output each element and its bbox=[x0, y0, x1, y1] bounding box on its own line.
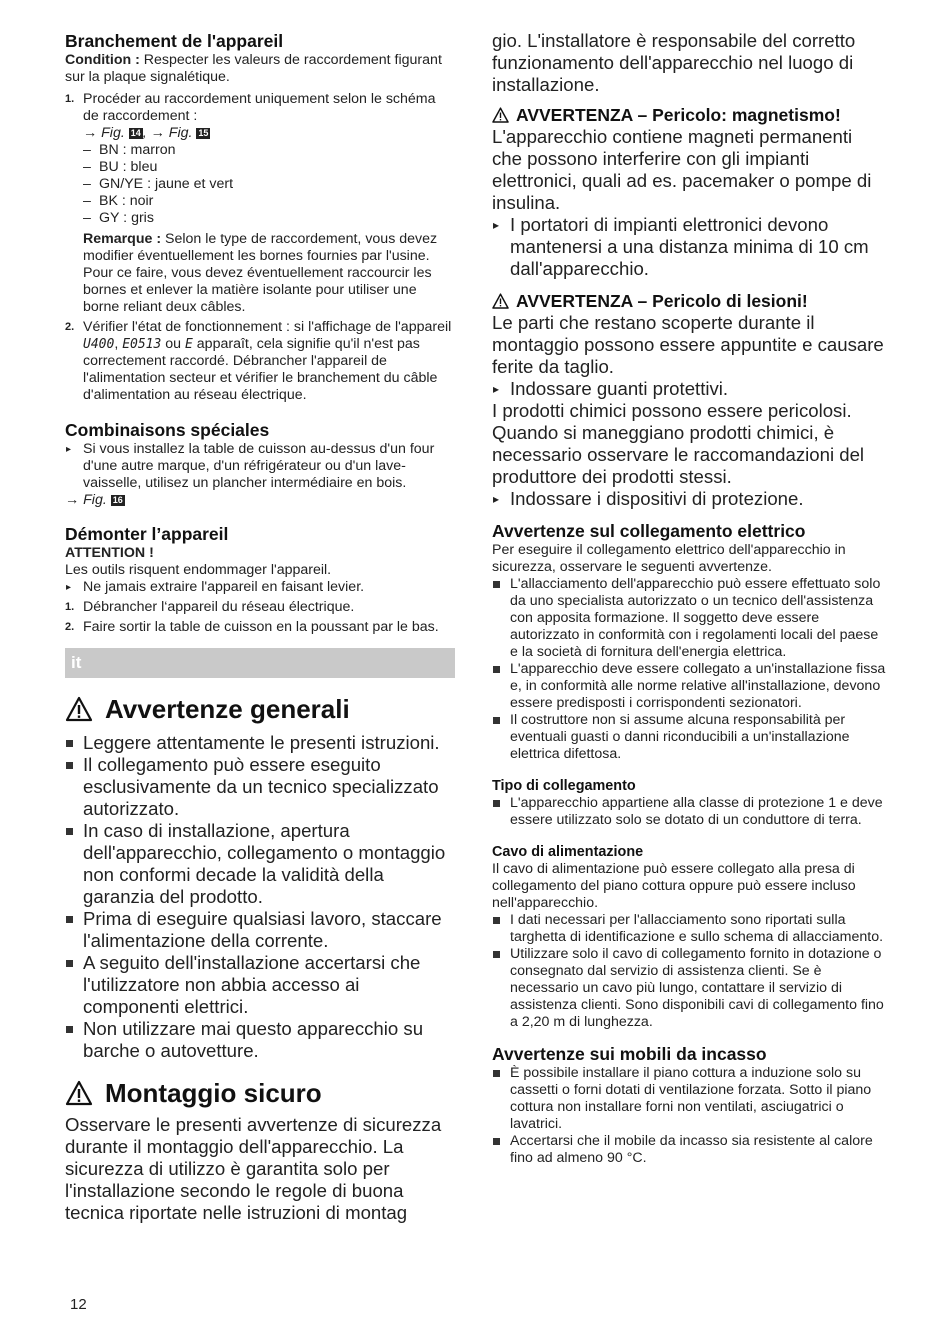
triangle-bullet-icon: ▸ bbox=[66, 444, 72, 455]
branchement-body bbox=[65, 52, 455, 404]
list-item: ▸ Indossare guanti protettivi. bbox=[493, 378, 729, 399]
list-item: L'allacciamento dell'apparecchio può essere effettuato solo da uno specialista autorizzato o un tecnico dell'assistenza con apposita formazione. Il soggetto deve essere autorizzato in conformità con i regolamenti locali del paese e la società di fornitura dell'energia elettrica. bbox=[492, 576, 887, 661]
figure-reference: → Fig. 16 bbox=[65, 492, 123, 508]
page-number: 12 bbox=[70, 1296, 87, 1313]
warning-icon bbox=[492, 107, 509, 123]
section-title-mobili: Avvertenze sui mobili da incasso bbox=[492, 1044, 767, 1064]
warning-icon bbox=[492, 293, 509, 309]
remarque-paragraph: Remarque : Selon le type de raccordement, vous devez modifier éventuellement les bornes fournies par l'usine. Pour ce faire, vous devez éventuellement raccourcir les bornes et enlever la matière isolante pour utiliser une borne reliant deux câbles. bbox=[83, 231, 438, 315]
wire-color-item: – BN : marron bbox=[83, 142, 455, 159]
triangle-bullet-icon: ▸ bbox=[493, 218, 500, 232]
list-item: Utilizzare solo il cavo di collegamento fornito in dotazione o consegnato dal servizio di assistenza clienti. Se è necessario un cavo più lungo, contattare il servizio di assistenza clienti. Sono disponibili cavi di collegamento fino a 2,20 m di lunghezza. bbox=[492, 946, 887, 1031]
square-bullet-icon bbox=[66, 762, 73, 769]
section-title-demonter: Démonter l’appareil bbox=[65, 524, 229, 544]
list-item: Accertarsi che il mobile da incasso sia resistente al calore fino ad almeno 90 °C. bbox=[492, 1133, 887, 1167]
list-item: Il costruttore non si assume alcuna responsabilità per eventuali guasti o danni riconducibili a un'installazione elettrica difettosa. bbox=[492, 712, 887, 763]
square-bullet-icon bbox=[493, 717, 500, 724]
square-bullet-icon bbox=[66, 740, 73, 747]
list-item: In caso di installazione, apertura dell'apparecchio, collegamento o montaggio non conformi decade la validità della garanzia del prodotto. bbox=[65, 820, 455, 908]
step-1: 1. Débrancher l‘appareil du réseau électrique. bbox=[65, 599, 355, 615]
warning-magnetismo-title: AVVERTENZA – Pericolo: magnetismo! bbox=[492, 104, 887, 126]
step-1: 1. Procéder au raccordement uniquement selon le schéma de raccordement : → Fig. 14 , → Fig. 15 – BN : marron – BU : bleu – GN/YE : jaune et vert – BK : noir – GY : gris Remarque : Selon le type de raccordement, vous devez modifier éventuellement les bornes fournies par l'usine. Pour ce faire, vous devez éventuellement raccourcir les bornes et enlever la matière isolante pour utiliser une borne reliant deux câbles. bbox=[65, 91, 455, 316]
heading-montaggio-sicuro: Montaggio sicuro bbox=[65, 1076, 455, 1110]
list-item: È possibile installare il piano cottura a induzione solo su cassetti o forni dotati di ventilazione forzata. Sotto il piano cottura non installare forni non ventilati, asciugatrici o lavatrici. bbox=[492, 1065, 887, 1133]
list-item: ▸ Si vous installez la table de cuisson au-dessus d'un four d'une autre marque, d'un réfrigérateur ou d'un lave-vaisselle, utilisez un plancher intermédiaire en bois. bbox=[66, 441, 435, 491]
square-bullet-icon bbox=[493, 800, 500, 807]
warning-icon bbox=[65, 696, 93, 722]
triangle-bullet-icon: ▸ bbox=[493, 492, 500, 506]
list-item: ▸ Indossare i dispositivi di protezione. bbox=[493, 488, 804, 509]
figure-reference: → Fig. 14 , → Fig. 15 bbox=[83, 125, 209, 141]
square-bullet-icon bbox=[493, 666, 500, 673]
square-bullet-icon bbox=[66, 916, 73, 923]
wire-color-item: – GN/YE : jaune et vert bbox=[83, 176, 455, 193]
right-column: gio. L'installatore è responsabile del corretto funzionamento dell'apparecchio nel luogo di installazione. AVVERTENZA – Pericolo: magnetismo! L'apparecchio contiene magneti permanenti che possono interferire con gli impianti elettronici, quali ad es. pacemaker o pompe di insulina. ▸ I portatori di impianti elettronici devono mantenersi a una distanza minima di 10 cm dall'apparecchio. AVVERTENZA – Pericolo di lesioni! Le parti che restano scoperte durante il montaggio possono essere appuntite e causare ferite da taglio. ▸ Indossare guanti protettivi. I prodotti chimici possono essere pericolosi. Quando si maneggiano prodotti chimici, è necessario osservare le raccomandazioni del produttore dei prodotti stessi. ▸ Indossare i dispositivi di protezione. Avvertenze sul collegamento elettrico Per eseguire il collegamento elettrico dell'apparecchio in sicurezza, osservare le seguenti avvertenze. L'allacciamento dell'apparecchio può essere effettuato solo da uno specialista autorizzato o un tecnico dell'assistenza con apposita formazione. Il soggetto deve essere autorizzato in conformità con i regolamenti locali del paese e la società di fornitura dell'energia elettrica. L'apparecchio deve essere collegato a un'installazione fissa e, in conformità alle norme relative all'installazione, devono essere predisposti i corrispondenti sezionatori. Il costruttore non si assume alcuna responsabilità per eventuali guasti o danni riconducibili a un'installazione elettrica difettosa. Tipo di collegamento L'apparecchio appartiene alla classe di protezione 1 e deve essere utilizzato solo se dotato di un conduttore di terra. Cavo di alimentazione Il cavo di alimentazione può essere collegato alla presa di collegamento del piano cottura oppure può essere incluso nell'apparecchio. I dati necessari per l'allacciamento sono riportati sulla targhetta di identificazione e sullo schema di allacciamento. Utilizzare solo il cavo di collegamento fornito in dotazione o consegnato dal servizio di assistenza clienti. Se è necessario un cavo più lungo, contattare il servizio di assistenza clienti. Sono disponibili cavi di collegamento fino a 2,20 m di lunghezza. Avvertenze sui mobili da incasso È possibile installare il piano cottura a induzione solo su cassetti o forni dotati di ventilazione forzata. Sotto il piano cottura non installare forni non ventilati, asciugatrici o lavatrici. Accertarsi che il mobile da incasso sia resistente al calore fino ad almeno 90 °C. bbox=[492, 30, 886, 1166]
attention-label: ATTENTION ! bbox=[65, 545, 154, 561]
warning-icon bbox=[65, 1080, 93, 1106]
subsection-title-tipo: Tipo di collegamento bbox=[492, 778, 636, 794]
list-item: ▸ I portatori di impianti elettronici devono mantenersi a una distanza minima di 10 cm dall'apparecchio. bbox=[493, 214, 869, 279]
display-code: E bbox=[185, 337, 193, 352]
step-2: 2. Faire sortir la table de cuisson en la poussant par le bas. bbox=[65, 619, 439, 635]
list-item: L'apparecchio appartiene alla classe di protezione 1 e deve essere utilizzato solo se dotato di un conduttore di terra. bbox=[492, 795, 887, 829]
square-bullet-icon bbox=[493, 1070, 500, 1077]
warning-lesioni-title: AVVERTENZA – Pericolo di lesioni! bbox=[492, 290, 887, 312]
wire-color-item: – BU : bleu bbox=[83, 159, 455, 176]
wire-color-item: – BK : noir bbox=[83, 193, 455, 210]
language-bar: it bbox=[65, 648, 455, 678]
list-item: A seguito dell'installazione accertarsi che l'utilizzatore non abbia accesso ai componenti elettrici. bbox=[65, 952, 455, 1018]
triangle-bullet-icon: ▸ bbox=[66, 582, 72, 593]
demonter-body: ATTENTION ! Les outils risquent endommager l'appareil. ▸ Ne jamais extraire l'appareil en faisant levier. 1. Débrancher l‘appareil du réseau électrique. 2. Faire sortir la table de cuisson en la poussant par le bas. bbox=[65, 545, 455, 636]
wire-color-list bbox=[83, 142, 455, 227]
combinaisons-body bbox=[65, 441, 455, 509]
list-item: ▸ Ne jamais extraire l'appareil en faisant levier. bbox=[66, 579, 365, 595]
square-bullet-icon bbox=[66, 1026, 73, 1033]
display-code: U400 bbox=[83, 337, 115, 352]
heading-avvertenze-generali: Avvertenze generali bbox=[65, 692, 455, 726]
subsection-title-cavo: Cavo di alimentazione bbox=[492, 844, 644, 860]
square-bullet-icon bbox=[66, 960, 73, 967]
section-title-combinaisons: Combinaisons spéciales bbox=[65, 420, 270, 440]
display-code: E0513 bbox=[122, 337, 162, 352]
triangle-bullet-icon: ▸ bbox=[493, 382, 500, 396]
condition-paragraph: Condition : Respecter les valeurs de raccordement figurant sur la plaque signalétique. bbox=[65, 52, 442, 85]
generali-list bbox=[65, 732, 455, 1062]
list-item: I dati necessari per l'allacciamento sono riportati sulla targhetta di identificazione e sullo schema di allacciamento. bbox=[492, 912, 887, 946]
list-item: Non utilizzare mai questo apparecchio su barche o autovetture. bbox=[65, 1018, 455, 1062]
section-title-branchement: Branchement de l'appareil bbox=[65, 31, 284, 51]
list-item: L'apparecchio deve essere collegato a un'installazione fissa e, in conformità alle norme relative all'installazione, devono essere predisposti i corrispondenti sezionatori. bbox=[492, 661, 887, 712]
montaggio-paragraph: Osservare le presenti avvertenze di sicurezza durante il montaggio dell'apparecchio. La sicurezza di utilizzo è garantita solo per l'installazione secondo le regole di buona tecnica riportate nelle istruzioni di montag bbox=[65, 1114, 442, 1223]
branchement-steps bbox=[65, 91, 455, 404]
montaggio-continued: gio. L'installatore è responsabile del corretto funzionamento dell'apparecchio nel luogo di installazione. bbox=[492, 30, 856, 95]
list-item: Il collegamento può essere eseguito esclusivamente da un tecnico specializzato autorizzato. bbox=[65, 754, 455, 820]
list-item: Leggere attentamente le presenti istruzioni. bbox=[65, 732, 455, 754]
square-bullet-icon bbox=[493, 581, 500, 588]
wire-color-item: – GY : gris bbox=[83, 210, 455, 227]
square-bullet-icon bbox=[493, 917, 500, 924]
left-column bbox=[65, 30, 455, 1224]
step-2: 2. Vérifier l'état de fonctionnement : si l'affichage de l'appareil U400, E0513 ou E apparaît, cela signifie qu'il n'est pas correctement raccordé. Débrancher l'appareil de l'alimentation secteur et vérifier le branchement du câble d'alimentation au réseau électrique. bbox=[65, 319, 452, 403]
list-item: Prima di eseguire qualsiasi lavoro, staccare l'alimentazione della corrente. bbox=[65, 908, 455, 952]
square-bullet-icon bbox=[493, 951, 500, 958]
square-bullet-icon bbox=[493, 1138, 500, 1145]
square-bullet-icon bbox=[66, 828, 73, 835]
section-title-elettrico: Avvertenze sul collegamento elettrico bbox=[492, 521, 806, 541]
